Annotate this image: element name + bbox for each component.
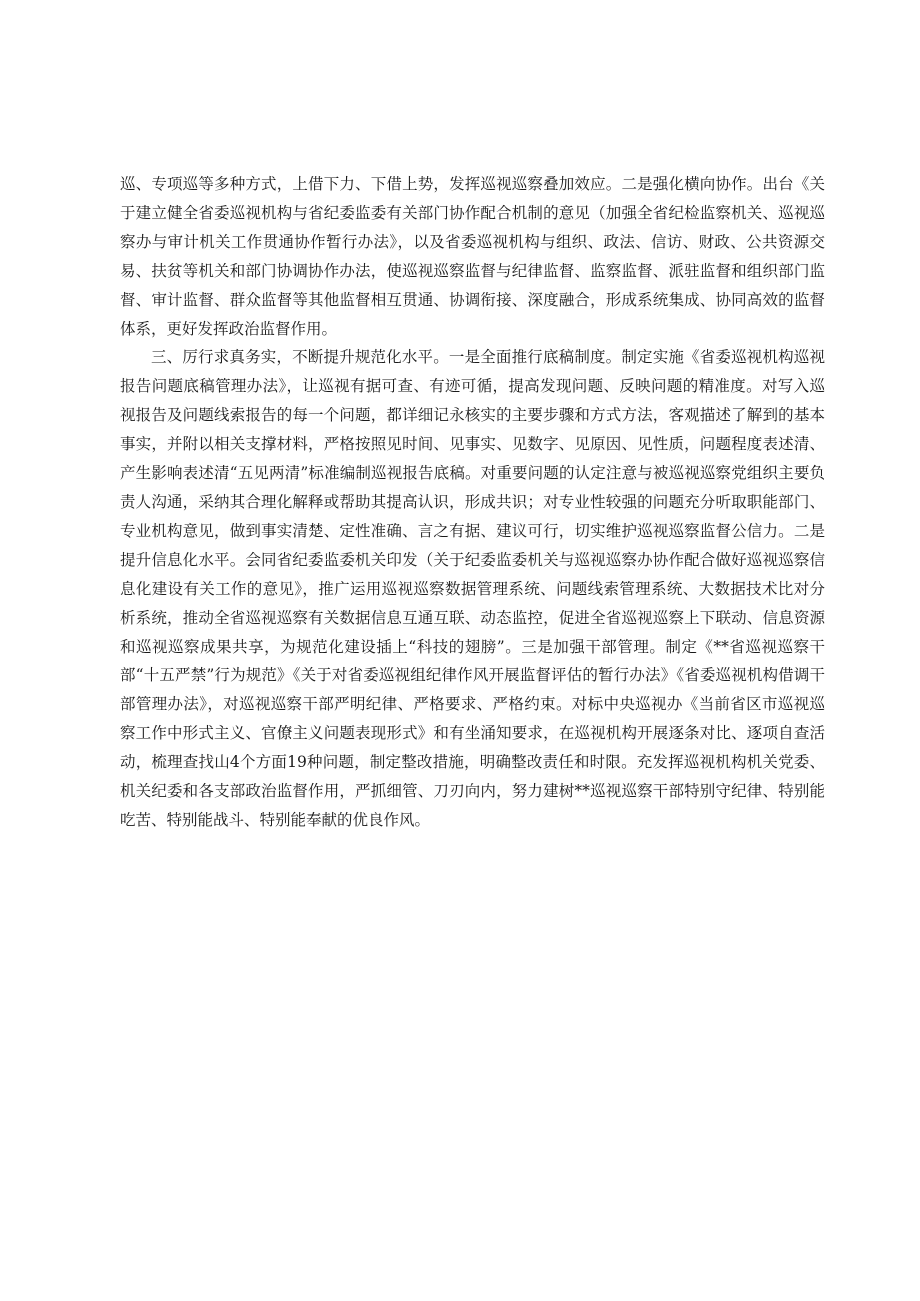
paragraph-section-three: 三、厉行求真务实，不断提升规范化水平。一是全面推行底稿制度。制定实施《省委巡视机构巡视报告问题底稿管理办法》，让巡视有据可查、有迹可循，提高发现问题、反映问题的精准度。对写入巡视报告及问题线索报告的每一个问题，都详细记永核实的主要步骤和方式方法，客观描述了解到的基本事实，并附以相关支撑材料，严格按照见时间、见事实、见数字、见原因、见性质，问题程度表述清、产生影响表述清“五见两清”标准编制巡视报告底稿。对重要问题的认定注意与被巡视巡察党组织主要负责人沟通，采纳其合理化解释或帮助其提高认识，形成共识；对专业性较强的问题充分听取职能部门、专业机构意见，做到事实清楚、定性准确、言之有据、建议可行，切实维护巡视巡察监督公信力。二是提升信息化水平。会同省纪委监委机关印发（关于纪委监委机关与巡视巡察办协作配合做好巡视巡察信息化建设有关工作的意见》，推广运用巡视巡察数据管理系统、问题线索管理系统、大数据技术比对分析系统，推动全省巡视巡察有关数据信息互通互联、动态监控，促进全省巡视巡察上下联动、信息资源和巡视巡察成果共享，为规范化建设插上“科技的翅膀”。三是加强干部管理。制定《**省巡视巡察干部“十五严禁”行为规范》《关于对省委巡视组纪律作风开展监督评估的暂行办法》《省委巡视机构借调干部管理办法》，对巡视巡察干部严明纪律、严格要求、严格约束。对标中央巡视办《当前省区市巡视巡察工作中形式主义、官僚主义问题表现形式》和有坐涌知要求，在巡视机构开展逐条对比、逐项自查活动，梳理查找山4个方面19种问题，制定整改措施，明确整改责任和时限。充发挥巡视机构机关党委、机关纪委和各支部政治监督作用，严抓细管、刀刃向内，努力建树**巡视巡察干部特别守纪律、特别能吃苦、特别能战斗、特别能奉献的优良作风。: [120, 348, 825, 829]
document-body: [120, 170, 825, 835]
paragraph-continuation: 巡、专项巡等多种方式，上借下力、下借上势，发挥巡视巡察叠加效应。二是强化横向协作。出台《关于建立健全省委巡视机构与省纪委监委有关部门协作配合机制的意见（加强全省纪检监察机关、巡视巡察办与审计机关工作贯通协作暂行办法》，以及省委巡视机构与组织、政法、信访、财政、公共资源交易、扶贫等机关和部门协调协作办法，使巡视巡察监督与纪律监督、监察监督、派驻监督和组织部门监督、审计监督、群众监督等其他监督相互贯通、协调衔接、深度融合，形成系统集成、协同高效的监督体系，更好发挥政治监督作用。: [120, 175, 825, 338]
